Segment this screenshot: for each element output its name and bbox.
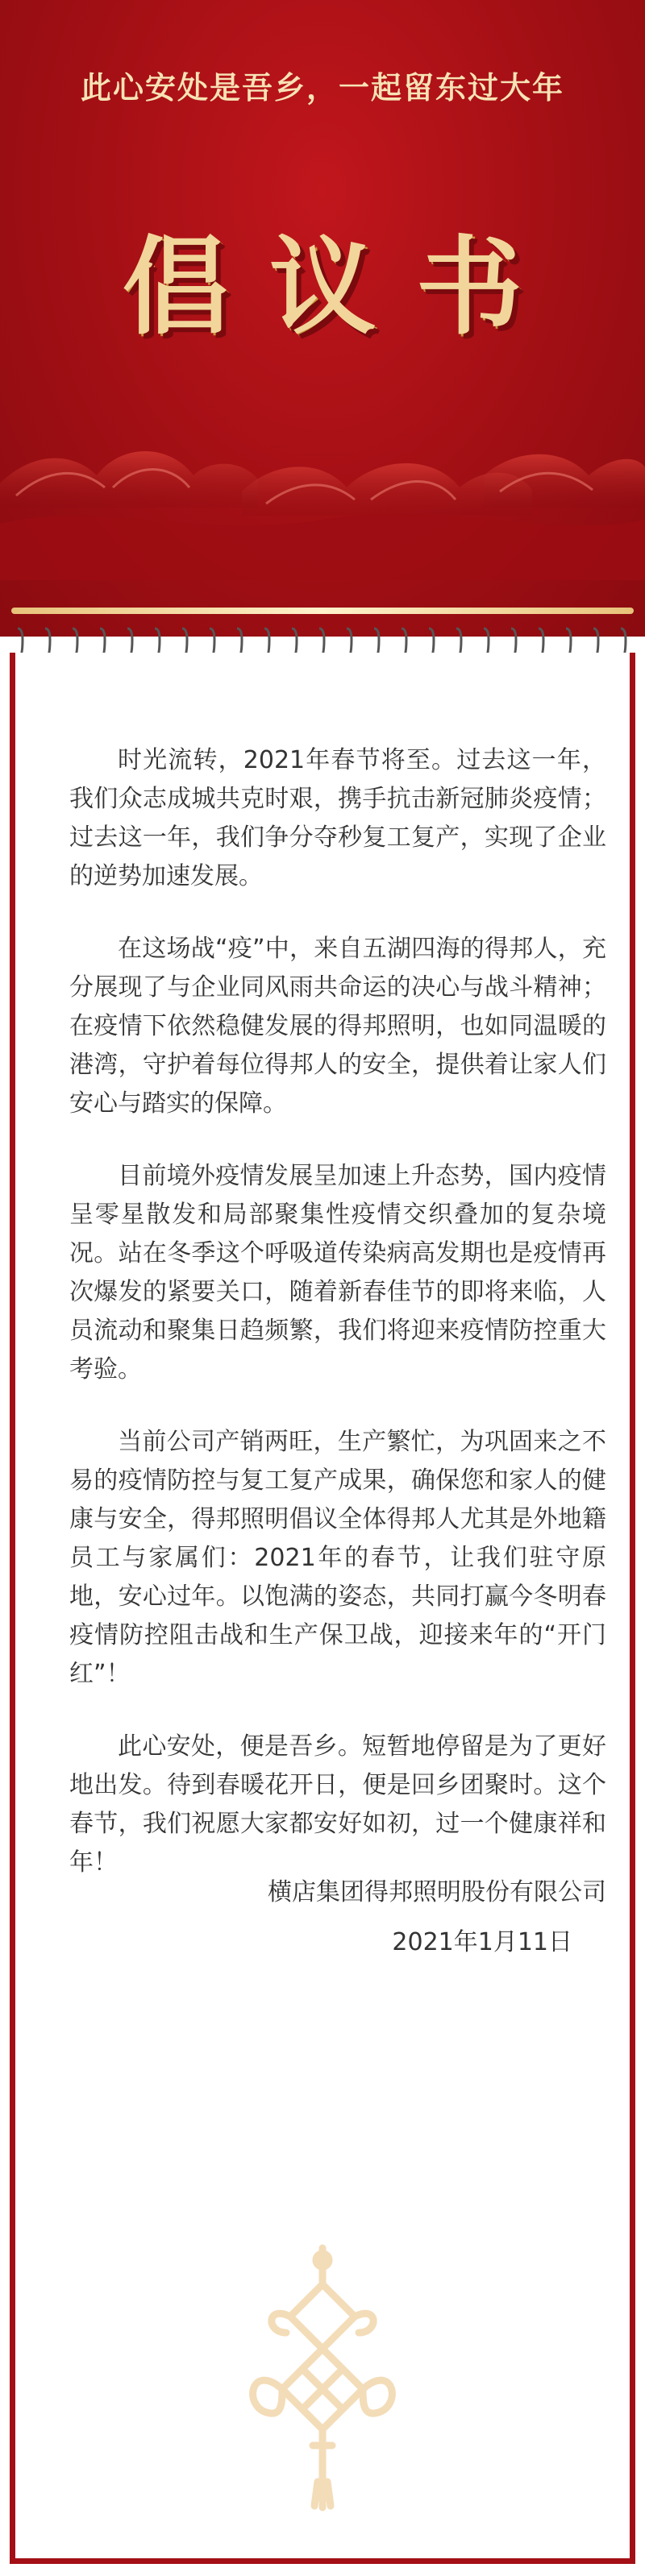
letter-paragraph: 目前境外疫情发展呈加速上升态势，国内疫情呈零星散发和局部聚集性疫情交织叠加的复杂境况。站在冬季这个呼吸道传染病高发期也是疫情再次爆发的紧要关口，随着新春佳节的即将来临，人员流动和聚集日趋频繁，我们将迎来疫情防控重大考验。 <box>69 1162 606 1383</box>
slogan: 此心安处是吾乡，一起留东过大年 <box>80 70 564 106</box>
header-banner <box>0 0 645 637</box>
letter-paragraph: 在这场战“疫”中，来自五湖四海的得邦人，充分展现了与企业同风雨共命运的决心与战斗精神；在疫情下依然稳健发展的得邦照明，也如同温暖的港湾，守护着每位得邦人的安全，提供着让家人们安心与踏实的保障。 <box>69 935 606 1118</box>
auspicious-cloud-pattern-icon <box>0 419 645 580</box>
letter-paragraph: 时光流转，2021年春节将至。过去这一年，我们众志成城共克时艰，携手抗击新冠肺炎疫情；过去这一年，我们争分夺秒复工复产，实现了企业的逆势加速发展。 <box>69 746 606 890</box>
letter-date: 2021年1月11日 <box>392 1928 572 1956</box>
letter-body <box>69 741 606 1916</box>
gold-divider <box>11 608 634 614</box>
letter-paragraph: 当前公司产销两旺，生产繁忙，为巩固来之不易的疫情防控与复工复产成果，确保您和家人的健康与安全，得邦照明倡议全体得邦人尤其是外地籍员工与家属们：2021年的春节，让我们驻守原地，安心过年。以饱满的姿态，共同打赢今冬明春疫情防控阻击战和生产保卫战，迎接来年的“开门红”！ <box>69 1428 606 1688</box>
chinese-knot-icon <box>234 2240 411 2514</box>
page-title: 倡议书 <box>123 226 563 350</box>
signature-block <box>268 1868 606 1968</box>
company-name: 横店集团得邦照明股份有限公司 <box>268 1878 606 1906</box>
letter-paragraph: 此心安处，便是吾乡。短暂地停留是为了更好地出发。待到春暖花开日，便是回乡团聚时。这个春节，我们祝愿大家都安好如初，过一个健康祥和年！ <box>69 1732 606 1877</box>
